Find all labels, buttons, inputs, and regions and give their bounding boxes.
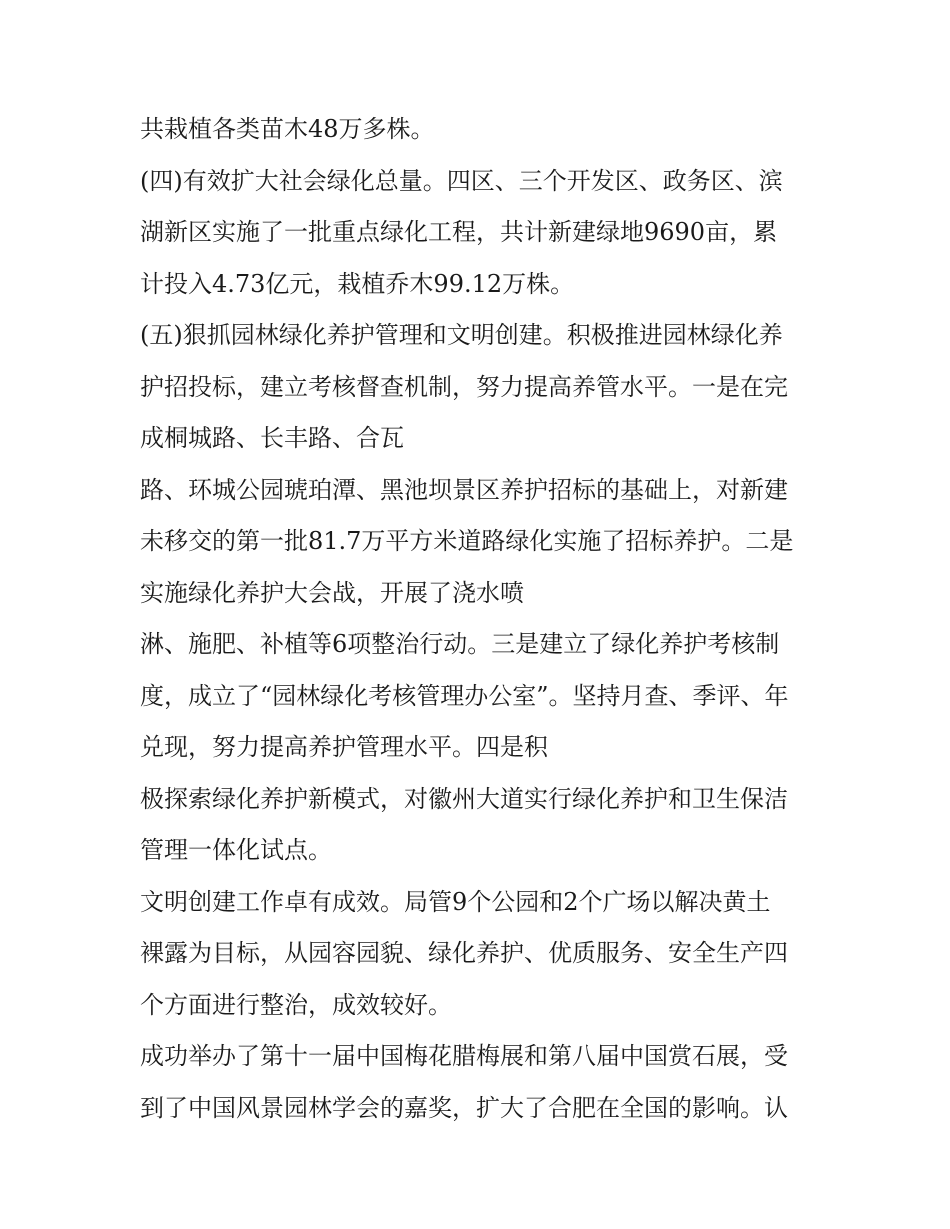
text-line: 成桐城路、长丰路、合瓦: [140, 424, 404, 452]
text-line: 裸露为目标，从园容园貌、绿化养护、优质服务、安全生产四: [140, 939, 788, 967]
text-line: 管理一体化试点。: [140, 836, 332, 864]
text-line: 极探索绿化养护新模式，对徽州大道实行绿化养护和卫生保洁: [140, 784, 788, 813]
text-line: 兑现，努力提高养护管理水平。四是积: [140, 733, 548, 761]
text-line: 护招投标，建立考核督查机制，努力提高养管水平。一是在完: [140, 372, 788, 401]
text-line: (五)狠抓园林绿化养护管理和文明创建。积极推进园林绿化养: [140, 321, 783, 349]
text-line: 湖新区实施了一批重点绿化工程，共计新建绿地9690亩，累: [140, 218, 778, 246]
text-line: 共栽植各类苗木48万多株。: [140, 115, 435, 143]
text-line: 实施绿化养护大会战，开展了浇水喷: [140, 578, 524, 607]
text-line: 个方面进行整治，成效较好。: [140, 990, 452, 1019]
text-line: 路、环城公园琥珀潭、黑池坝景区养护招标的基础上，对新建: [140, 475, 788, 504]
text-line: 淋、施肥、补植等6项整治行动。三是建立了绿化养护考核制: [140, 630, 780, 658]
text-line: 计投入4.73亿元，栽植乔木99.12万株。: [140, 269, 575, 298]
text-line: 成功举办了第十一届中国梅花腊梅展和第八届中国赏石展，受: [140, 1042, 788, 1070]
text-line: 度，成立了“园林绿化考核管理办公室”。坚持月查、季评、年: [140, 681, 789, 710]
text-line: 未移交的第一批81.7万平方米道路绿化实施了招标养护。二是: [140, 527, 794, 555]
text-line: (四)有效扩大社会绿化总量。四区、三个开发区、政务区、滨: [140, 166, 783, 195]
text-line: 到了中国风景园林学会的嘉奖，扩大了合肥在全国的影响。认: [140, 1093, 788, 1122]
text-line: 文明创建工作卓有成效。局管9个公园和2个广场以解决黄土: [140, 887, 771, 916]
body-text: [140, 104, 820, 1134]
